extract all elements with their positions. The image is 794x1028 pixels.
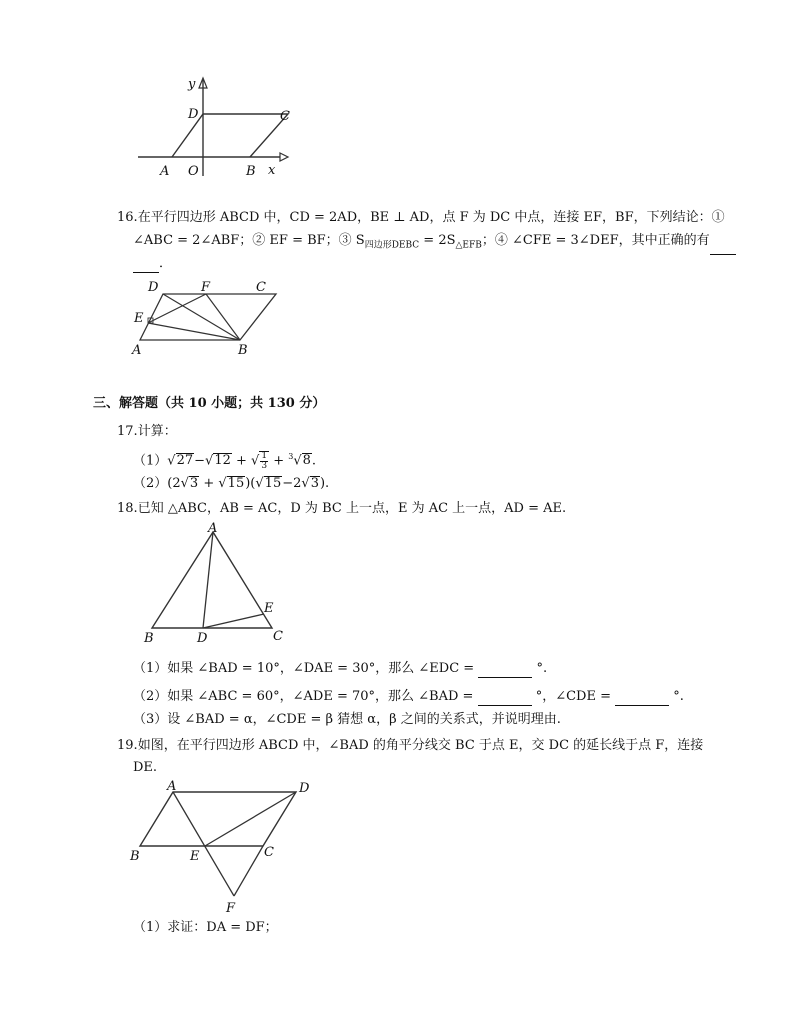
q16-sub2: △EFB: [455, 240, 482, 251]
label-A: A: [160, 164, 170, 179]
q17-p2-sqrt15b: 15: [264, 476, 282, 491]
q17-minus: −: [194, 453, 206, 469]
q17-plus2: +: [269, 453, 289, 469]
q17-part2: （2）(2√3 + √15)(√15−2√3).: [133, 476, 330, 491]
q16-number: 16.: [117, 210, 138, 225]
fig16-D: D: [148, 280, 159, 295]
q16-answer-blank-cont[interactable]: [133, 258, 159, 273]
q17-p2-e: ).: [319, 476, 330, 491]
fig19-B: B: [130, 849, 140, 864]
label-D: D: [188, 107, 199, 122]
q18-p1-end: °.: [536, 661, 548, 676]
q18-p1-blank[interactable]: [478, 663, 532, 678]
label-C: C: [280, 109, 290, 124]
q16-answer-blank[interactable]: [710, 240, 736, 255]
q16-line2: [133, 232, 736, 255]
fig19-F: F: [226, 901, 236, 916]
q16-end: ．: [159, 256, 173, 271]
q16-line3: [133, 255, 172, 273]
q17-p2-sqrt15: 15: [227, 476, 245, 491]
q16-line1: [117, 209, 725, 227]
q17-p2-b: +: [199, 476, 219, 491]
label-x: x: [268, 163, 276, 178]
coordinate-figure: [130, 72, 290, 182]
q18-p2-text: （2）如果 ∠ABC = 60°，∠ADE = 70°，那么 ∠BAD =: [133, 689, 474, 704]
q17-cbrt8: 8: [302, 453, 311, 469]
q18-p1-text: （1）如果 ∠BAD = 10°，∠DAE = 30°，那么 ∠EDC =: [133, 661, 475, 676]
q16-sub1: 四边形DEBC: [364, 240, 420, 251]
fig16-A: A: [132, 343, 142, 358]
fig18-B: B: [144, 631, 154, 646]
q18-part3: （3）设 ∠BAD = α，∠CDE = β 猜想 α，β 之间的关系式，并说明理由.: [133, 712, 561, 727]
q17-p2-d: −2: [282, 476, 302, 491]
q16-text1: 在平行四边形 ABCD 中，CD = 2AD，BE ⊥ AD，点 F 为 DC 中点，连接 EF，BF，下列结论：①: [137, 210, 725, 225]
q18-line: [117, 500, 566, 518]
fig18-A: A: [208, 521, 218, 536]
q17-p1-end: .: [311, 453, 317, 469]
q17-frac: $\frac{1}{3}$: [261, 450, 268, 471]
q18-p2-mid: °，∠CDE =: [535, 689, 611, 704]
label-B: B: [246, 164, 256, 179]
fig16-C: C: [256, 280, 266, 295]
section-heading: 三、解答题（共 10 小题；共 130 分）: [93, 396, 326, 411]
fig19-C: C: [264, 845, 274, 860]
q17-number: 17.: [117, 424, 138, 439]
fig19-A: A: [167, 779, 177, 794]
fig18-D: D: [197, 631, 208, 646]
q19-part1: （1）求证：DA = DF；: [133, 920, 278, 935]
label-y: y: [188, 77, 196, 92]
q19-number: 19.: [117, 738, 138, 753]
q19-figure: [126, 778, 326, 918]
q17-sqrt27: 27: [176, 453, 194, 469]
q17-title-line: [117, 423, 177, 441]
q18-p2-blank2[interactable]: [615, 691, 669, 706]
q18-p2-blank1[interactable]: [478, 691, 532, 706]
q16-text2c: ；④ ∠CFE = 3∠DEF，其中正确的有: [481, 233, 710, 248]
q17-p2-a: (2: [167, 476, 181, 491]
q18-number: 18.: [117, 501, 138, 516]
q19-line1: [117, 737, 703, 755]
q18-part1: [133, 660, 547, 678]
q16-text2a: ∠ABC = 2∠ABF；② EF = BF；③ S: [133, 233, 365, 248]
q17-p2-sqrt3b: 3: [310, 476, 319, 491]
fig16-B: B: [238, 343, 248, 358]
q18-text: 已知 △ABC，AB = AC，D 为 BC 上一点，E 为 AC 上一点，AD = AE.: [137, 501, 567, 516]
q17-p2-c: )(: [245, 476, 256, 491]
fig18-E: E: [264, 601, 274, 616]
fig18-C: C: [273, 629, 283, 644]
fig16-F: F: [201, 280, 211, 295]
q17-p1-label: （1）: [133, 453, 168, 469]
q16-text2b: = 2S: [419, 233, 456, 248]
q17-sqrt12: 12: [214, 453, 231, 469]
q16-figure: [128, 278, 278, 358]
q17-cbrt-index: 3: [288, 452, 294, 461]
q17-p2-sqrt3: 3: [189, 476, 199, 491]
q17-plus: +: [231, 453, 252, 469]
q19-text1: 如图，在平行四边形 ABCD 中，∠BAD 的角平分线交 BC 于点 E，交 DC 的延长线于点 F，连接: [137, 738, 704, 753]
q18-p2-end: °.: [673, 689, 684, 704]
fig19-E: E: [190, 849, 200, 864]
label-O: O: [188, 164, 199, 179]
q17-p2-label: （2）: [133, 476, 168, 491]
fig16-E: E: [134, 311, 144, 326]
q17-title: 计算：: [137, 424, 177, 439]
q18-part2: [133, 688, 684, 706]
q17-part1: （1）√27−√12 + √ $\frac{1}{3}$ + $^3$√8.: [133, 450, 317, 471]
q18-figure: [140, 520, 290, 648]
fig19-D: D: [299, 781, 310, 796]
q19-line2: DE.: [133, 760, 158, 775]
